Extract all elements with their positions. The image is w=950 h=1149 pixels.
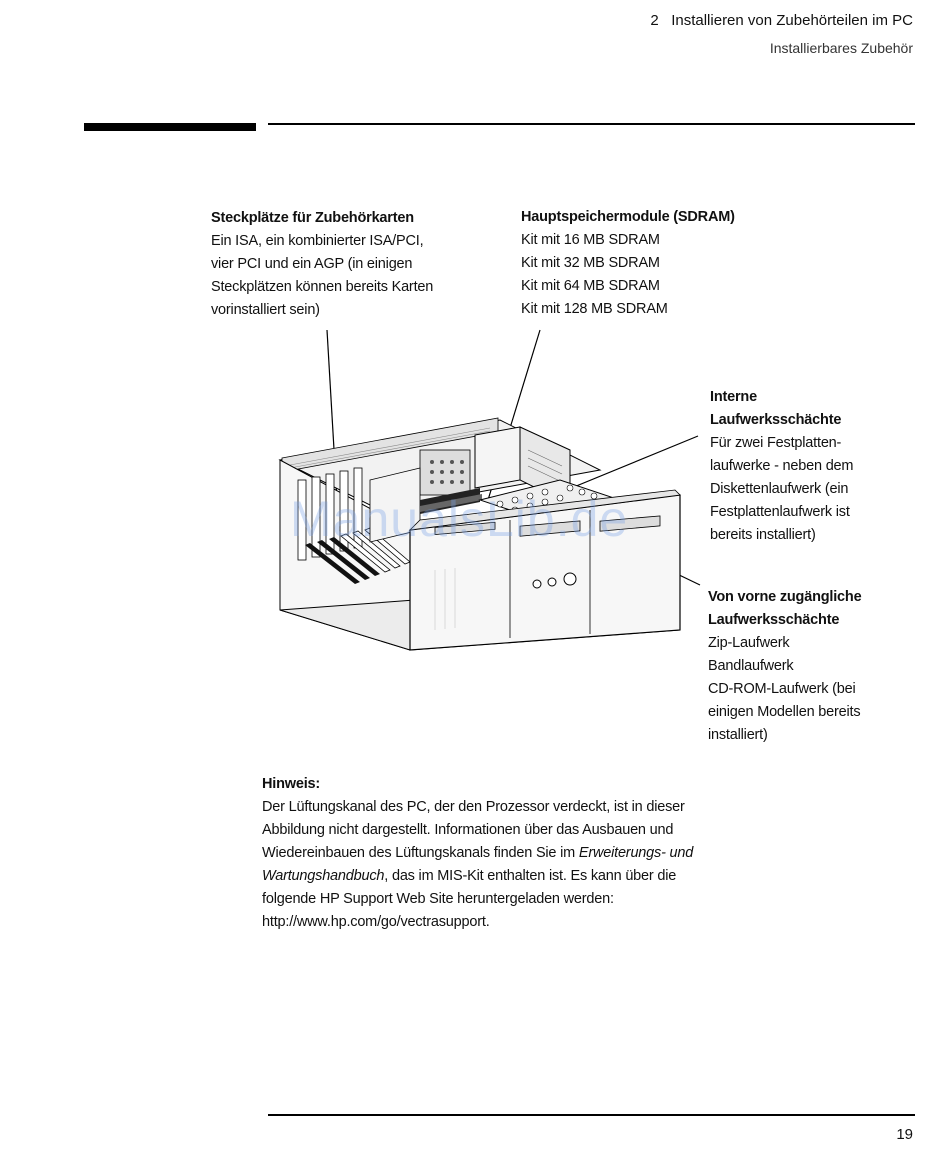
callout-line: Kit mit 32 MB SDRAM xyxy=(521,255,660,271)
note-block xyxy=(262,773,732,934)
callout-line: Kit mit 64 MB SDRAM xyxy=(521,278,660,294)
callout-line: vorinstalliert sein) xyxy=(211,302,320,318)
callout-title: Laufwerksschächte xyxy=(708,612,840,628)
callout-line: Ein ISA, ein kombinierter ISA/PCI, xyxy=(211,233,424,249)
callout-line: Bandlaufwerk xyxy=(708,658,794,674)
note-line xyxy=(262,842,732,865)
callout-title: Interne xyxy=(710,389,757,405)
callout-line: bereits installiert) xyxy=(710,527,816,543)
manual-title: Wartungshandbuch xyxy=(262,868,385,884)
note-line: folgende HP Support Web Site heruntergeladen werden: xyxy=(262,891,614,907)
callout-line: Kit mit 16 MB SDRAM xyxy=(521,232,660,248)
callout-line: einigen Modellen bereits xyxy=(708,704,861,720)
callout-line: installiert) xyxy=(708,727,768,743)
page-number: 19 xyxy=(896,1126,913,1143)
callout-title: Steckplätze für Zubehörkarten xyxy=(211,210,414,226)
note-line xyxy=(262,865,732,888)
note-line: Der Lüftungskanal des PC, der den Prozessor verdeckt, ist in dieser xyxy=(262,799,685,815)
callout-line: Zip-Laufwerk xyxy=(708,635,790,651)
note-text: , das im MIS-Kit enthalten ist. Es kann über die xyxy=(384,868,677,884)
callout-line: Steckplätzen können bereits Karten xyxy=(211,279,434,295)
callout-line: CD-ROM-Laufwerk (bei xyxy=(708,681,856,697)
chapter-heading: 2 Installieren von Zubehörteilen im PC xyxy=(650,12,913,29)
note-line: Abbildung nicht dargestellt. Informationen über das Ausbauen und xyxy=(262,822,674,838)
callout-title: Von vorne zugängliche xyxy=(708,589,862,605)
manual-title: Erweiterungs- und xyxy=(578,845,694,861)
callout-line: vier PCI und ein AGP (in einigen xyxy=(211,256,413,272)
note-text: Wiedereinbauen des Lüftungskanals finden Sie im xyxy=(262,845,579,861)
section-heading: Installierbares Zubehör xyxy=(769,40,913,56)
watermark: ManualsLib.de xyxy=(290,491,629,547)
callout-line: Kit mit 128 MB SDRAM xyxy=(521,301,668,317)
callout-line: Diskettenlaufwerk (ein xyxy=(710,481,849,497)
callout-title: Laufwerksschächte xyxy=(710,412,842,428)
callout-line: Für zwei Festplatten- xyxy=(710,435,842,451)
footer-rule xyxy=(268,1114,915,1116)
note-title: Hinweis: xyxy=(262,776,321,792)
support-url: http://www.hp.com/go/vectrasupport. xyxy=(262,914,490,930)
callout-title: Hauptspeichermodule (SDRAM) xyxy=(521,209,735,225)
callout-line: laufwerke - neben dem xyxy=(710,458,854,474)
callout-line: Festplattenlaufwerk ist xyxy=(710,504,850,520)
